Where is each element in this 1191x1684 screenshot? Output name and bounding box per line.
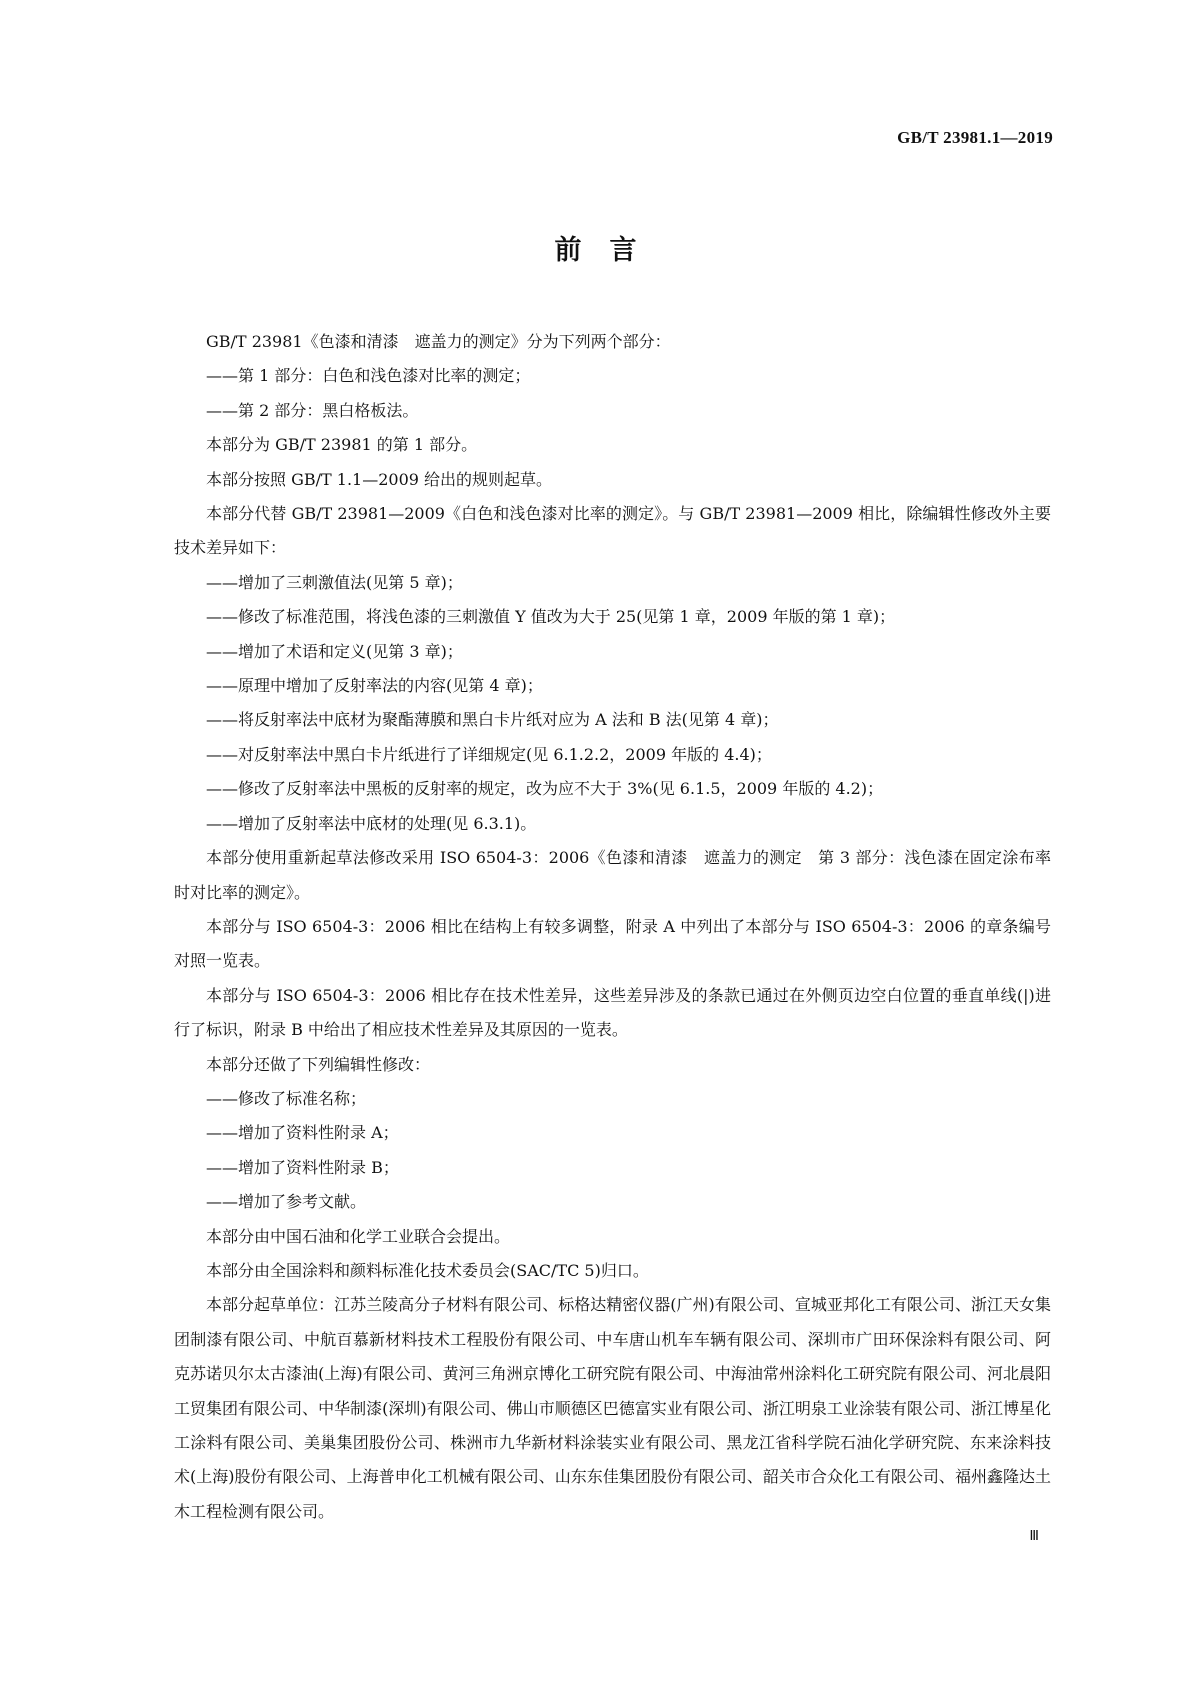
- list-item: ——增加了反射率法中底材的处理(见 6.3.1)。: [206, 813, 537, 833]
- list-item: ——对反射率法中黑白卡片纸进行了详细规定(见 6.1.2.2，2009 年版的 4.4)；: [206, 744, 772, 764]
- paragraph: 本部分代替 GB/T 23981—2009《白色和浅色漆对比率的测定》。与 GB/T 23981—2009 相比，除编辑性修改外主要技术差异如下：: [174, 504, 1051, 558]
- paragraph: 本部分使用重新起草法修改采用 ISO 6504-3：2006《色漆和清漆 遮盖力的测定 第 3 部分：浅色漆在固定涂布率时对比率的测定》。: [174, 848, 1051, 902]
- paragraph: GB/T 23981《色漆和清漆 遮盖力的测定》分为下列两个部分：: [206, 332, 671, 351]
- paragraph: 本部分按照 GB/T 1.1—2009 给出的规则起草。: [206, 469, 553, 489]
- page-title: 前言: [554, 235, 665, 266]
- list-item: ——修改了反射率法中黑板的反射率的规定，改为应不大于 3%(见 6.1.5，2009 年版的 4.2)；: [206, 779, 884, 799]
- paragraph: 本部分由中国石油和化学工业联合会提出。: [206, 1226, 511, 1246]
- list-item: ——增加了术语和定义(见第 3 章)；: [206, 641, 463, 661]
- paragraph: 本部分起草单位：江苏兰陵高分子材料有限公司、标格达精密仪器(广州)有限公司、宣城亚邦化工有限公司、浙江天女集团制漆有限公司、中航百慕新材料技术工程股份有限公司、中车唐山机车车辆有限公司、深圳市广田环保涂料有限公司、阿克苏诺贝尔太古漆油(上海)有限公司、黄河三角洲京博化工研究院有限公司、中海油常州涂料化工研究院有限公司、河北晨阳工贸集团有限公司、中华制漆(深圳)有限公司、佛山市顺德区巴德富实业有限公司、浙江明泉工业涂装有限公司、浙江博星化工涂料有限公司、美巢集团股份公司、株洲市九华新材料涂装实业有限公司、黑龙江省科学院石油化学研究院、东来涂料技术(上海)股份有限公司、上海普申化工机械有限公司、山东东佳集团股份有限公司、韶关市合众化工有限公司、福州鑫隆达土木工程检测有限公司。: [174, 1295, 1051, 1521]
- paragraph: 本部分与 ISO 6504-3：2006 相比存在技术性差异，这些差异涉及的条款已通过在外侧页边空白位置的垂直单线(|)进行了标识，附录 B 中给出了相应技术性差异及其原因的一览表。: [174, 985, 1051, 1040]
- document-code: GB/T 23981.1—2019: [897, 128, 1053, 147]
- list-item: ——修改了标准名称；: [206, 1088, 367, 1108]
- list-item: ——增加了三刺激值法(见第 5 章)；: [206, 572, 463, 592]
- document-body: [174, 325, 1051, 1529]
- paragraph: 本部分由全国涂料和颜料标准化技术委员会(SAC/TC 5)归口。: [206, 1260, 649, 1280]
- list-item: ——增加了资料性附录 A；: [206, 1123, 399, 1143]
- list-item: ——修改了标准范围，将浅色漆的三刺激值 Y 值改为大于 25(见第 1 章，2009 年版的第 1 章)；: [206, 607, 896, 627]
- list-item: ——将反射率法中底材为聚酯薄膜和黑白卡片纸对应为 A 法和 B 法(见第 4 章)；: [206, 710, 779, 730]
- page-number: Ⅲ: [1029, 1529, 1039, 1544]
- paragraph: 本部分与 ISO 6504-3：2006 相比在结构上有较多调整，附录 A 中列出了本部分与 ISO 6504-3：2006 的章条编号对照一览表。: [174, 916, 1051, 971]
- list-item: ——第 1 部分：白色和浅色漆对比率的测定；: [206, 366, 531, 386]
- list-item: ——原理中增加了反射率法的内容(见第 4 章)；: [206, 676, 543, 696]
- list-item: ——增加了资料性附录 B；: [206, 1157, 399, 1177]
- list-item: ——第 2 部分：黑白格板法。: [206, 400, 419, 420]
- paragraph: 本部分为 GB/T 23981 的第 1 部分。: [206, 435, 478, 455]
- paragraph: 本部分还做了下列编辑性修改：: [206, 1054, 431, 1074]
- list-item: ——增加了参考文献。: [206, 1192, 367, 1212]
